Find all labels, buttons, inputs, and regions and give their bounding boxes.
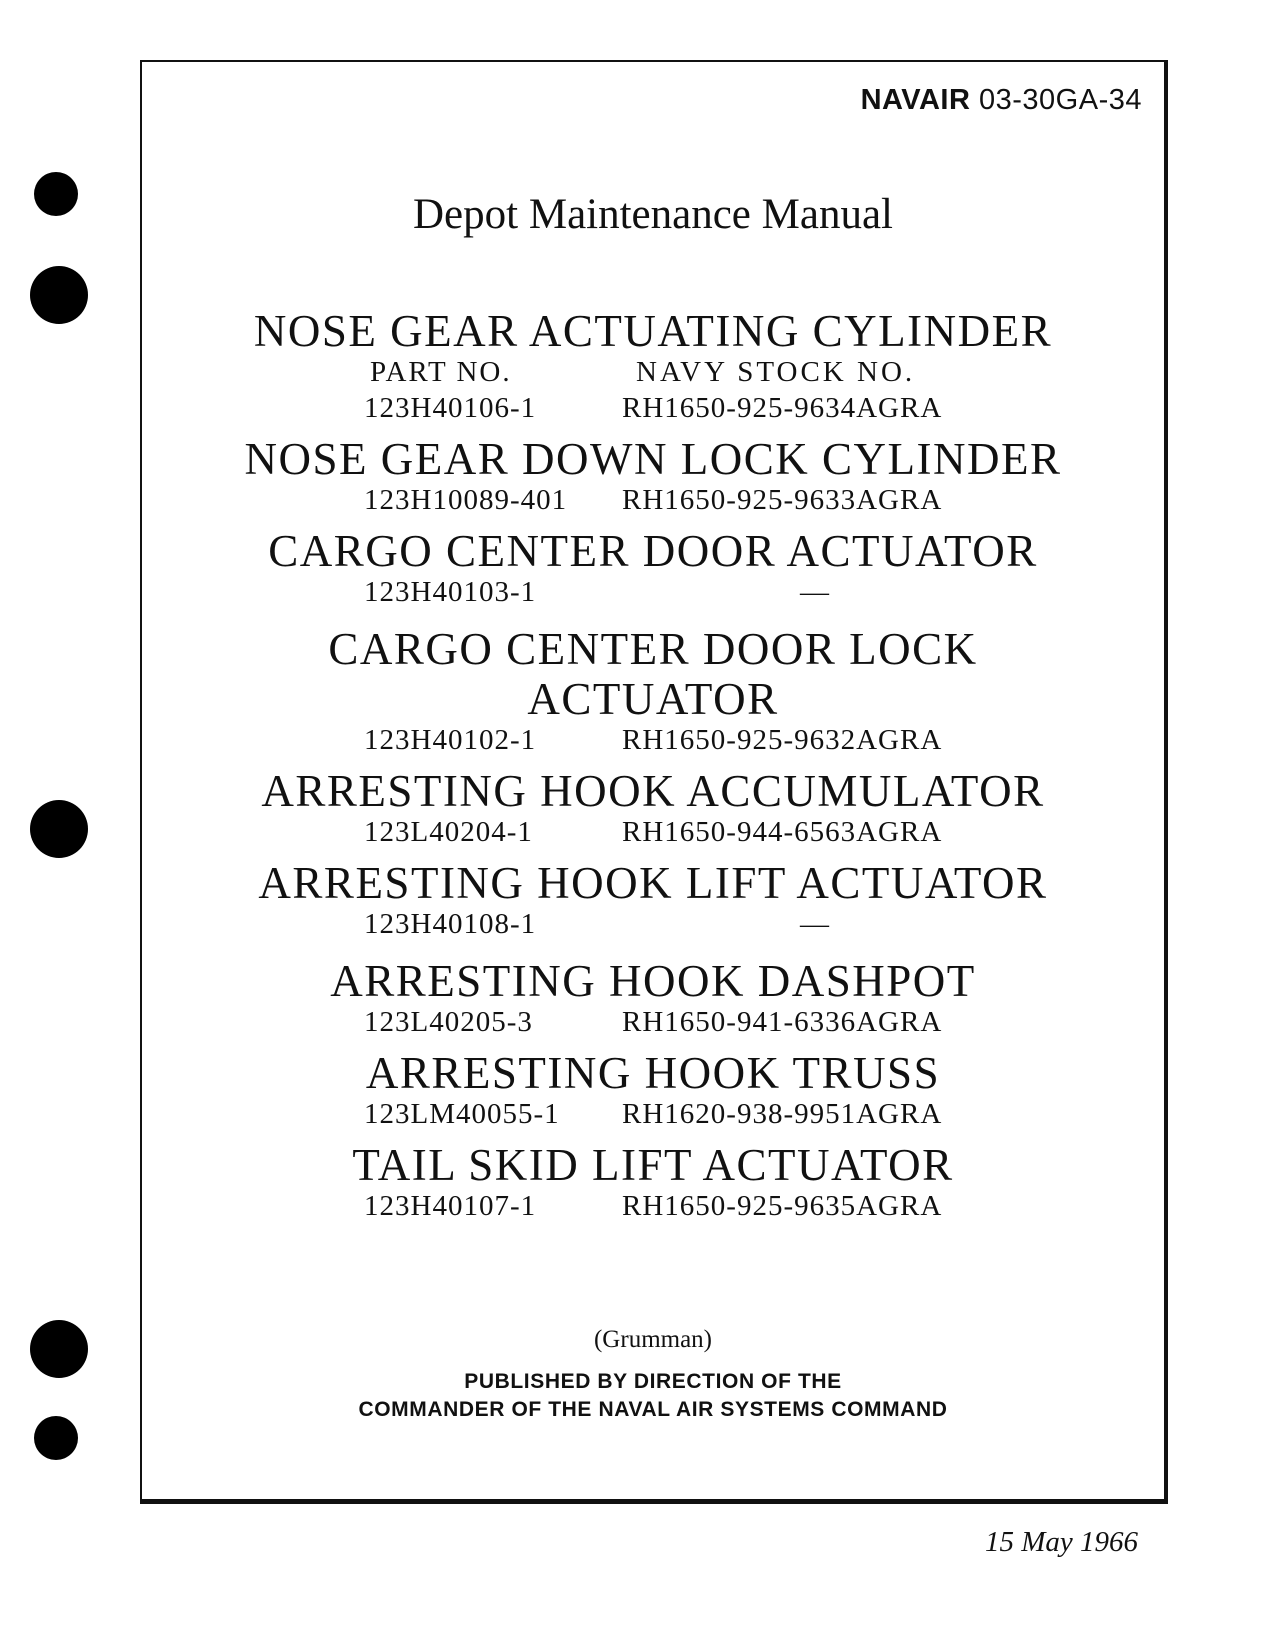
part-number: 123H40108-1 <box>364 908 537 940</box>
stock-number: RH1650-925-9633AGRA <box>622 484 943 516</box>
binder-hole-5 <box>34 1416 78 1460</box>
component-title: TAIL SKID LIFT ACTUATOR <box>352 1140 954 1190</box>
manual-type: Depot Maintenance Manual <box>413 191 893 238</box>
column-headers <box>142 356 1164 392</box>
document-code: 03-30GA-34 <box>979 84 1142 116</box>
component-title: ARRESTING HOOK ACCUMULATOR <box>261 766 1045 816</box>
component-title-continued: ACTUATOR <box>527 674 779 724</box>
part-number: 123H40102-1 <box>364 724 537 756</box>
component-title: ARRESTING HOOK TRUSS <box>365 1048 941 1098</box>
component-numbers <box>142 816 1164 852</box>
component-title: CARGO CENTER DOOR LOCK <box>328 624 978 674</box>
binder-hole-2 <box>30 266 88 324</box>
component-title: ARRESTING HOOK DASHPOT <box>330 956 976 1006</box>
part-no-header: PART NO. <box>370 356 512 388</box>
stock-number: RH1650-925-9635AGRA <box>622 1190 943 1222</box>
component-title: CARGO CENTER DOOR ACTUATOR <box>268 526 1038 576</box>
publisher-line-1: PUBLISHED BY DIRECTION OF THE <box>464 1370 842 1393</box>
stock-number: RH1650-944-6563AGRA <box>622 816 943 848</box>
part-number: 123H40107-1 <box>364 1190 537 1222</box>
component-numbers <box>142 908 1164 944</box>
part-number: 123H40103-1 <box>364 576 537 608</box>
component-numbers <box>142 484 1164 520</box>
binder-hole-3 <box>30 800 88 858</box>
component-list <box>142 306 1164 1226</box>
component-title: NOSE GEAR DOWN LOCK CYLINDER <box>244 434 1062 484</box>
part-number: 123L40205-3 <box>364 1006 533 1038</box>
component-numbers <box>142 1190 1164 1226</box>
binder-hole-4 <box>30 1320 88 1378</box>
component-numbers <box>142 724 1164 760</box>
document-number <box>861 84 1142 117</box>
binder-hole-1 <box>34 172 78 216</box>
publisher-line-2: COMMANDER OF THE NAVAL AIR SYSTEMS COMMAND <box>358 1398 948 1421</box>
stock-number: RH1620-938-9951AGRA <box>622 1098 943 1130</box>
part-number: 123H10089-401 <box>364 484 568 516</box>
publication-date: 15 May 1966 <box>984 1526 1138 1558</box>
stock-number: RH1650-925-9634AGRA <box>622 392 943 424</box>
part-number: 123LM40055-1 <box>364 1098 560 1130</box>
stock-number: — <box>800 576 830 608</box>
publisher-statement <box>142 1368 1164 1424</box>
component-numbers <box>142 392 1164 428</box>
component-numbers <box>142 1006 1164 1042</box>
manufacturer: (Grumman) <box>593 1326 713 1353</box>
component-title: NOSE GEAR ACTUATING CYLINDER <box>253 306 1053 356</box>
component-numbers <box>142 576 1164 612</box>
stock-number: RH1650-941-6336AGRA <box>622 1006 943 1038</box>
part-number: 123H40106-1 <box>364 392 537 424</box>
document-prefix: NAVAIR <box>860 84 971 116</box>
component-title: ARRESTING HOOK LIFT ACTUATOR <box>258 858 1048 908</box>
stock-number: — <box>800 908 830 940</box>
stock-no-header: NAVY STOCK NO. <box>636 356 916 388</box>
stock-number: RH1650-925-9632AGRA <box>622 724 943 756</box>
part-number: 123L40204-1 <box>364 816 533 848</box>
component-numbers <box>142 1098 1164 1134</box>
title-page-frame <box>140 60 1168 1504</box>
